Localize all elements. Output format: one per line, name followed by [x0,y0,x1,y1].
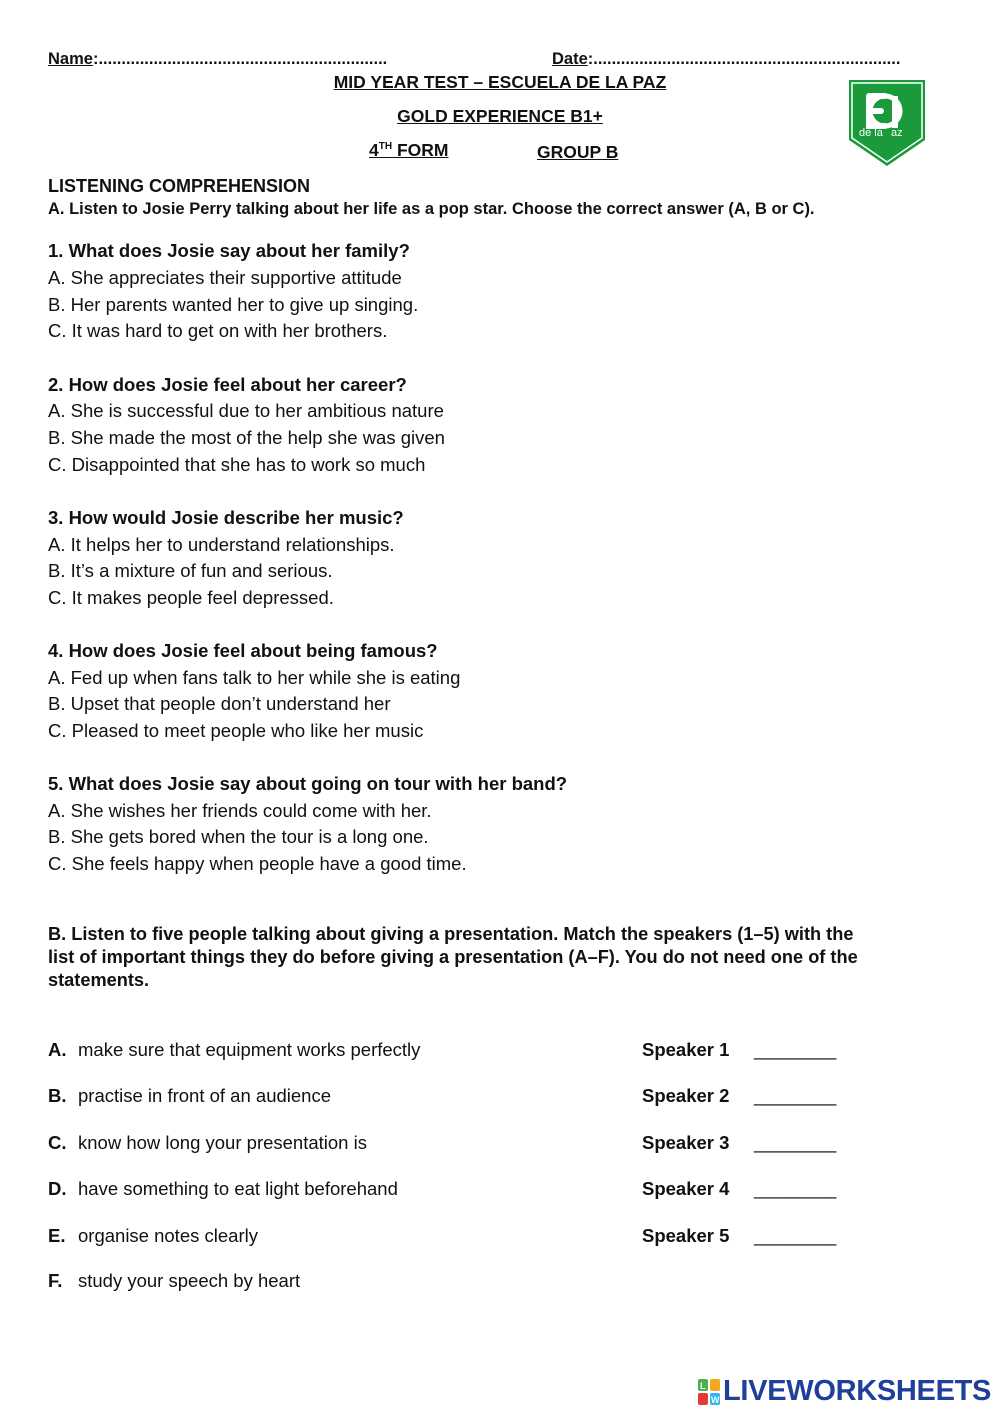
group-label: GROUP B [537,142,619,162]
option[interactable]: B. She gets bored when the tour is a long one. [48,826,429,847]
option[interactable]: A. It helps her to understand relationships. [48,534,395,555]
match-row [48,1039,948,1065]
answer-blank[interactable]: ________ [754,1085,837,1106]
form-number: 4 [369,140,379,160]
logo-text: de la [859,127,883,139]
option[interactable]: C. She feels happy when people have a good time. [48,853,467,874]
option[interactable]: C. Disappointed that she has to work so much [48,454,426,475]
statement-text: make sure that equipment works perfectly [78,1039,421,1060]
option[interactable]: B. Upset that people don’t understand her [48,693,391,714]
name-dots: :............................................................... [92,50,388,68]
option[interactable]: C. It makes people feel depressed. [48,587,334,608]
date-field[interactable] [552,50,900,69]
section-b-instruction-line: statements. [48,970,150,990]
section-heading: LISTENING COMPREHENSION [48,176,311,196]
name-field[interactable] [48,50,387,69]
test-title: MID YEAR TEST – ESCUELA DE LA PAZ [333,72,667,92]
answer-blank[interactable]: ________ [754,1225,837,1246]
question-text: 2. How does Josie feel about her career? [48,374,407,395]
liveworksheets-logo-icon [697,1378,721,1408]
speaker-label: Speaker 1 [642,1039,730,1060]
statement-text: practise in front of an audience [78,1085,331,1106]
statement-text: have something to eat light beforehand [78,1178,398,1199]
statement-text: organise notes clearly [78,1225,258,1246]
option[interactable]: A. She is successful due to her ambitious nature [48,400,444,421]
speaker-label: Speaker 3 [642,1132,730,1153]
question-text: 3. How would Josie describe her music? [48,507,404,528]
match-row [48,1132,948,1158]
match-row [48,1270,948,1296]
option[interactable]: A. She appreciates their supportive attitude [48,267,402,288]
answer-blank[interactable]: ________ [754,1132,837,1153]
option[interactable]: A. Fed up when fans talk to her while she is eating [48,667,461,688]
option[interactable]: B. It’s a mixture of fun and serious. [48,560,333,581]
speaker-label: Speaker 4 [642,1178,730,1199]
statement-letter: B. [48,1085,67,1106]
question-text: 4. How does Josie feel about being famous? [48,640,438,661]
statement-letter: E. [48,1225,66,1246]
book-title: GOLD EXPERIENCE B1+ [397,106,603,126]
statement-letter: F. [48,1270,63,1291]
date-label: Date [552,50,588,68]
statement-letter: A. [48,1039,67,1060]
statement-letter: D. [48,1178,67,1199]
statement-text: know how long your presentation is [78,1132,367,1153]
match-row [48,1178,948,1204]
option[interactable]: C. Pleased to meet people who like her music [48,720,424,741]
speaker-label: Speaker 2 [642,1085,730,1106]
question-text: 5. What does Josie say about going on tour with her band? [48,773,568,794]
answer-blank[interactable]: ________ [754,1039,837,1060]
form-word: FORM [392,140,449,160]
form-suffix: TH [378,141,393,153]
match-row [48,1085,948,1111]
statement-text: study your speech by heart [78,1270,301,1291]
section-a-instruction: A. Listen to Josie Perry talking about her life as a pop star. Choose the correct answer (A, B or C). [48,200,815,218]
answer-blank[interactable]: ________ [754,1178,837,1199]
liveworksheets-wordmark: LIVEWORKSHEETS [723,1375,992,1407]
date-dots: :................................................................... [587,50,901,68]
icon-letter-w: W [711,1395,720,1405]
form-label [369,140,448,161]
match-row [48,1225,948,1251]
school-logo-image [847,78,927,168]
option[interactable]: B. She made the most of the help she was given [48,427,445,448]
svg-text:az: az [891,127,903,139]
speaker-label: Speaker 5 [642,1225,730,1246]
name-label: Name [48,50,93,68]
option[interactable]: C. It was hard to get on with her brothers. [48,320,388,341]
section-b-instruction-line: list of important things they do before giving a presentation (A–F). You do not need one of the [48,947,858,967]
icon-letter-l: L [700,1381,706,1391]
option[interactable]: A. She wishes her friends could come with her. [48,800,432,821]
question-text: 1. What does Josie say about her family? [48,240,410,261]
option[interactable]: B. Her parents wanted her to give up singing. [48,294,419,315]
school-logo [847,78,927,168]
statement-letter: C. [48,1132,67,1153]
section-b-instruction-line: B. Listen to five people talking about giving a presentation. Match the speakers (1–5) with the [48,924,854,944]
